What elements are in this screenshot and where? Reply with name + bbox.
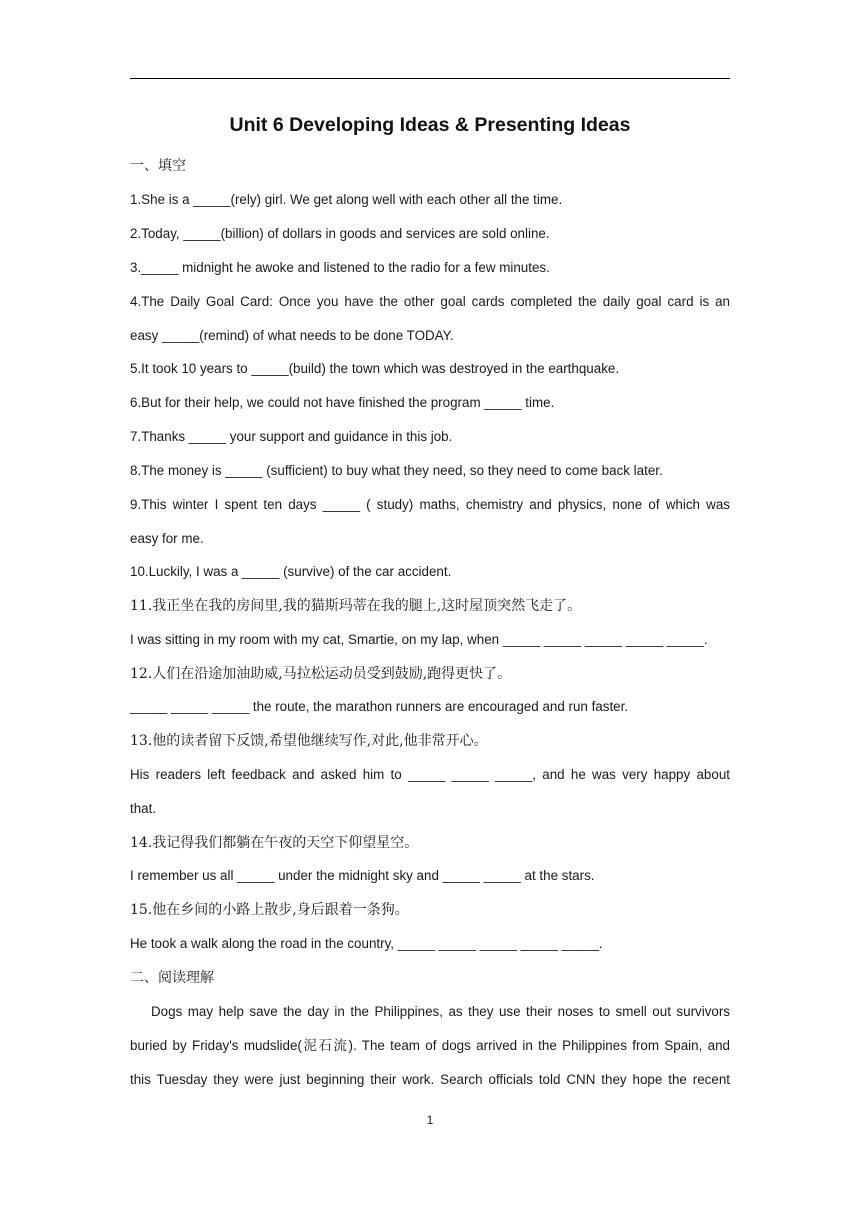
question-12-chinese: 12.人们在沿途加油助威,马拉松运动员受到鼓励,跑得更快了。 [130,666,512,682]
section-heading-reading: 二、阅读理解 [130,970,214,986]
question-15-chinese: 15.他在乡间的小路上散步,身后跟着一条狗。 [130,902,409,918]
question-14-chinese: 14.我记得我们都躺在午夜的天空下仰望星空。 [130,835,419,851]
question-13-english-line-2: that. [130,801,157,816]
question-15-english: He took a walk along the road in the country, _____ _____ _____ _____ _____. [130,936,603,951]
question-4-line-1: 4.The Daily Goal Card: Once you have the other goal cards completed the daily goal card is an [130,294,730,309]
question-3: 3._____ midnight he awoke and listened to the radio for a few minutes. [130,260,550,275]
question-7: 7.Thanks _____ your support and guidance in this job. [130,429,453,444]
question-12-english: _____ _____ _____ the route, the marathon runners are encouraged and run faster. [130,699,629,714]
question-1: 1.She is a _____(rely) girl. We get along well with each other all the time. [130,192,563,207]
question-2: 2.Today, _____(billion) of dollars in goods and services are sold online. [130,226,550,241]
question-10: 10.Luckily, I was a _____ (survive) of the car accident. [130,564,452,579]
page-title: Unit 6 Developing Ideas & Presenting Ideas [229,114,631,136]
question-11-chinese: 11.我正坐在我的房间里,我的猫斯玛蒂在我的腿上,这时屋顶突然飞走了。 [130,598,582,614]
question-9-line-2: easy for me. [130,531,204,546]
page-number: 1 [426,1113,434,1127]
question-6: 6.But for their help, we could not have finished the program _____ time. [130,395,555,410]
question-11-english: I was sitting in my room with my cat, Smartie, on my lap, when _____ _____ _____ _____ _____. [130,632,708,647]
section-heading-fill-blanks: 一、填空 [130,158,186,174]
question-13-chinese: 13.他的读者留下反馈,希望他继续写作,对此,他非常开心。 [130,733,488,749]
reading-paragraph-line-1: Dogs may help save the day in the Philippines, as they use their noses to smell out survivors [151,1004,730,1019]
question-9-line-1: 9.This winter I spent ten days _____ ( study) maths, chemistry and physics, none of which was [130,497,730,512]
question-8: 8.The money is _____ (sufficient) to buy what they need, so they need to come back later. [130,463,663,478]
reading-paragraph-line-3: this Tuesday they were just beginning their work. Search officials told CNN they hope the recent [130,1072,730,1087]
question-14-english: I remember us all _____ under the midnight sky and _____ _____ at the stars. [130,868,595,883]
header-rule [130,78,730,79]
question-4-line-2: easy _____(remind) of what needs to be done TODAY. [130,328,454,343]
question-13-english-line-1: His readers left feedback and asked him to _____ _____ _____, and he was very happy about [130,767,730,782]
question-5: 5.It took 10 years to _____(build) the town which was destroyed in the earthquake. [130,361,620,376]
reading-paragraph-line-2: buried by Friday's mudslide(泥石流). The team of dogs arrived in the Philippines from Spain, and [130,1038,730,1053]
